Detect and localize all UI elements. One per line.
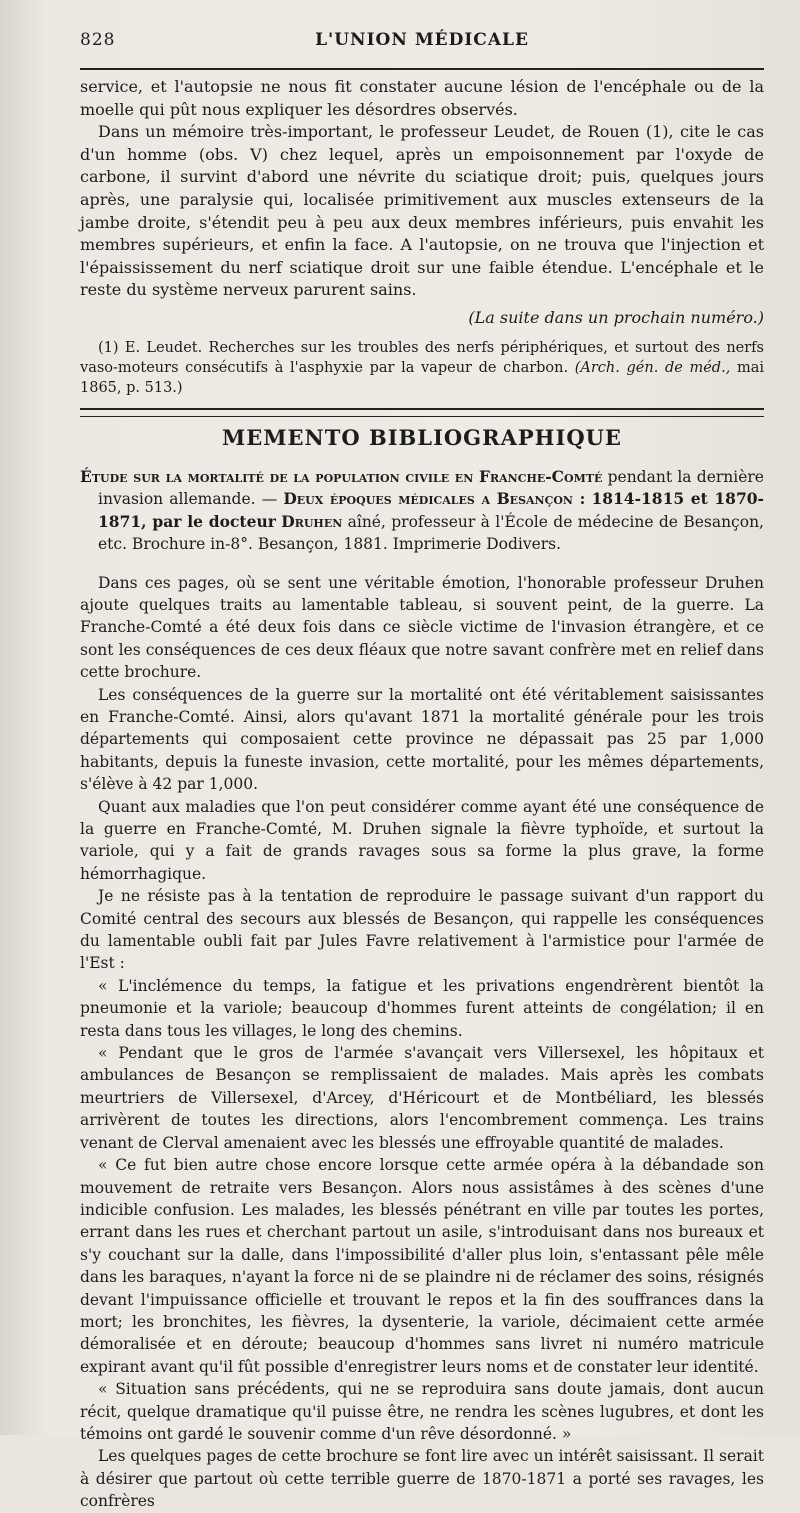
- review-text: [80, 572, 764, 1513]
- section-title: MEMENTO BIBLIOGRAPHIQUE: [222, 424, 622, 450]
- running-title: L'UNION MÉDICALE: [315, 30, 529, 50]
- running-head: [80, 26, 764, 56]
- bibliographic-entry: [80, 466, 764, 556]
- quote-paragraph: « Ce fut bien autre chose encore lorsque cette armée opéra à la débandade son mouvement de retraite vers Besançon. Alors nous assistâmes à des scènes d'une indicible confusion. Les malades, les blessés pénétrant en ville par toutes les portes, errant dans les rues et cherchant partout un asile, s'introduisant dans nos bureaux et s'y couchant sur la dalle, dans l'impossibilité d'aller plus loin, s'entassant pêle mêle dans les baraques, n'ayant la force ni de se plaindre ni de réclamer des soins, résignés devant l'impuissance officielle et trouvant le repos et la fin des souffrances dans la mort; les bronchites, les fièvres, la dysenterie, la variole, décimaient cette armée démoralisée et en déroute; beaucoup d'hommes sans livret ni numéro matricule expirant avant qu'il fût possible d'enregistrer leurs noms et de constater leur identité.: [80, 1156, 764, 1376]
- footnote-ref-end: mai 1865, p. 513.): [80, 359, 764, 396]
- entry-title: Étude sur la mortalité de la population civile en Franche-Comté: [80, 466, 603, 486]
- paragraph: Je ne résiste pas à la tentation de reproduire le passage suivant d'un rapport du Comité central des secours aux blessés de Besançon, qui rappelle les conséquences du lamentable oubli fait par Jules Favre relativement à l'armistice pour l'armée de l'Est :: [80, 887, 764, 973]
- section-rule-thin: [80, 416, 764, 417]
- footnote-text: (1) E. Leudet. Recherches sur les troubles des nerfs périphériques, et surtout des nerfs vaso-moteurs consécutifs à l'asphyxie par la vapeur de charbon.: [80, 339, 764, 376]
- paragraph: Les quelques pages de cette brochure se font lire avec un intérêt saisissant. Il serait à désirer que partout où cette terrible guerre de 1870-1871 a porté ses ravages, les confrères: [80, 1447, 764, 1511]
- quote-paragraph: « Pendant que le gros de l'armée s'avançait vers Villersexel, les hôpitaux et ambulances de Besançon se remplissaient de malades. Mais après les combats meurtriers de Villersexel, d'Arcey, d'Héricourt et de Montbéliard, les blessés arrivèrent de toutes les directions, alors l'encombrement commença. Les trains venant de Clerval amenaient avec les blessés une effroyable quantité de malades.: [80, 1044, 764, 1152]
- paragraph: Les conséquences de la guerre sur la mortalité ont été véritablement saisissantes en Franche-Comté. Ainsi, alors qu'avant 1871 la mortalité générale pour les trois départements qui composaient cette province ne dépassait pas 25 par 1,000 habitants, depuis la funeste invasion, cette mortalité, pour les mêmes départements, s'élève à 42 par 1,000.: [80, 685, 764, 794]
- to-be-continued-note: (La suite dans un prochain numéro.): [468, 307, 764, 327]
- section-rule: [80, 408, 764, 410]
- entry-text: aîné, professeur à l'École de médecine de Besançon, etc. Brochure in-8°. Besançon, 1881. Imprimerie Dodivers.: [98, 512, 764, 554]
- entry-text: 1814-1815 et 1870-1871, par le docteur: [98, 489, 764, 531]
- footnote-ref: (Arch. gén. de méd.,: [574, 359, 731, 376]
- header-rule: [80, 68, 764, 70]
- quote-paragraph: « Situation sans précédents, qui ne se reproduira sans doute jamais, dont aucun récit, quelque dramatique qu'il puisse être, ne rendra les scènes lugubres, et dont les témoins ont gardé le souvenir comme d'un rêve désordonné. »: [80, 1380, 764, 1443]
- entry-text: pendant la dernière invasion allemande. —: [98, 467, 764, 509]
- paragraph: Dans un mémoire très-important, le professeur Leudet, de Rouen (1), cite le cas d'un homme (obs. V) chez lequel, après un empoisonnement par l'oxyde de carbone, il survint d'abord une névrite du sciatique droit; puis, quelques jours après, une paralysie qui, localisée primitivement aux muscles extenseurs de la jambe droite, s'étendit peu à peu aux deux membres inférieurs, puis envahit les membres supérieurs, et enfin la face. A l'autopsie, on ne trouva que l'injection et l'épaississement du nerf sciatique droit sur une faible étendue. L'encéphale et le reste du système nerveux parurent sains.: [80, 122, 764, 300]
- quote-paragraph: « L'inclémence du temps, la fatigue et les privations engendrèrent bientôt la pneumonie et la variole; beaucoup d'hommes furent atteints de congélation; il en resta dans tous les villages, le long des chemins.: [80, 976, 764, 1040]
- paragraph: service, et l'autopsie ne nous fit constater aucune lésion de l'encéphale ou de la moelle qui pût nous expliquer les désordres observés.: [80, 77, 764, 119]
- continuation-text: [80, 76, 764, 330]
- paragraph: Quant aux maladies que l'on peut considérer comme ayant été une conséquence de la guerre en Franche-Comté, M. Druhen signale la fièvre typhoïde, et surtout la variole, qui y a fait de grands ravages sous sa forme la plus grave, la forme hémorrhagique.: [80, 797, 764, 883]
- footnote: [80, 338, 764, 398]
- entry-title: Deux époques médicales a Besançon :: [283, 489, 586, 509]
- paragraph: Dans ces pages, où se sent une véritable émotion, l'honorable professeur Druhen ajoute quelques traits au lamentable tableau, si souvent peint, de la guerre. La Franche-Comté a été deux fois dans ce siècle victime de l'invasion étrangère, et ce sont les conséquences de ces deux fléaux que notre savant confrère met en relief dans cette brochure.: [80, 573, 764, 682]
- entry-author: Druhen: [281, 511, 343, 531]
- page-number: 828: [80, 30, 116, 50]
